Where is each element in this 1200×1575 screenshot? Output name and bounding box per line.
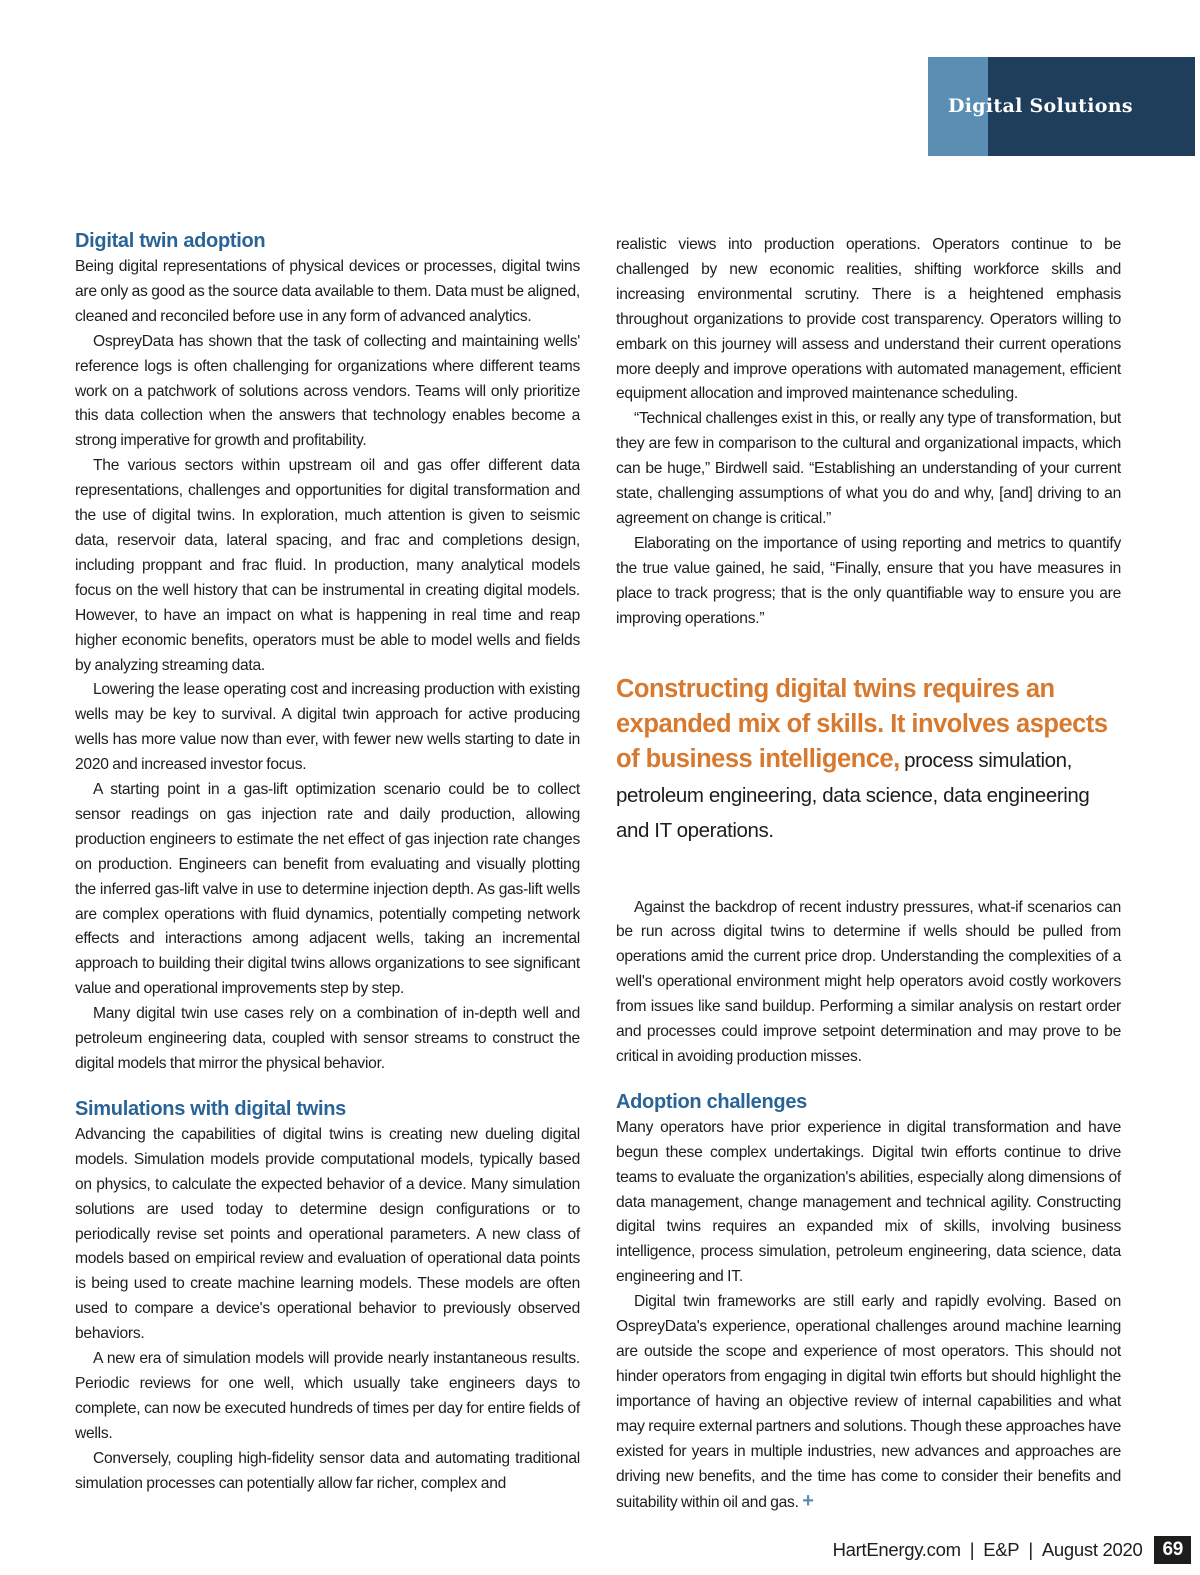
- left-column: [75, 227, 580, 1497]
- paragraph: A starting point in a gas-lift optimization scenario could be to collect sensor readings on gas injection rate and daily production, allowing production engineers to estimate the net effect of gas injection rate changes on production. Engineers can benefit from evaluating and visually plotting the inferred gas-lift valve in use to determine injection depth. As gas-lift wells are complex operations with fluid dynamics, potentially competing network effects and interactions among adjacent wells, taking an incremental approach to building their digital twins allows organizations to see significant value and operational improvements step by step.: [75, 781, 580, 998]
- right-column: [616, 233, 1121, 1516]
- paragraph: Against the backdrop of recent industry pressures, what-if scenarios can be run across digital twins to determine if wells should be pulled from operations amid the current price drop. Understanding the complexities of a well's operational environment might help operators avoid costly workovers from issues like sand buildup. Performing a similar analysis on restart order and processes could improve setpoint determination and may prove to be critical in avoiding production misses.: [616, 898, 1121, 1065]
- paragraph: OspreyData has shown that the task of collecting and maintaining wells' reference logs is often challenging for organizations where different teams work on a patchwork of solutions across vendors. Teams will only prioritize this data collection when the answers that technology enables become a strong imperative for growth and profitability.: [75, 332, 580, 450]
- section-title: Digital Solutions: [948, 95, 1133, 117]
- footer-site: HartEnergy.com: [832, 1539, 961, 1560]
- page-number: 69: [1154, 1536, 1191, 1564]
- paragraph: “Technical challenges exist in this, or really any type of transformation, but they are few in comparison to the cultural and organizational impacts, which can be huge,” Birdwell said. “Establishing an understanding of your current state, challenging assumptions of what you do and why, [and] driving to an agreement on change is critical.”: [616, 410, 1121, 527]
- paragraph: Lowering the lease operating cost and increasing production with existing wells may be key to survival. A digital twin approach for active producing wells has more value now than ever, with fewer new wells starting to date in 2020 and increased investor focus.: [75, 681, 580, 774]
- paragraph: Many operators have prior experience in digital transformation and have begun these complex undertakings. Digital twin efforts continue to drive teams to evaluate the organization's abilities, especially along dimensions of data management, change management and technical agility. Constructing digital twins requires an expanded mix of skills, involving business intelligence, process simulation, petroleum engineering, data science, data engineering and IT.: [616, 1118, 1121, 1286]
- paragraph: Conversely, coupling high-fidelity sensor data and automating traditional simulation processes can potentially allow far richer, complex and: [75, 1449, 580, 1492]
- end-of-article-plus-icon: +: [802, 1490, 814, 1513]
- paragraph: realistic views into production operations. Operators continue to be challenged by new economic realities, shifting workforce skills and increasing environmental scrutiny. There is a heightened emphasis throughout organizations to provide cost transparency. Operators willing to embark on this journey will assess and understand their current operations more deeply and improve operations with automated management, efficient equipment allocation and improved maintenance scheduling.: [616, 236, 1121, 403]
- paragraph: Being digital representations of physical devices or processes, digital twins are only as good as the source data available to them. Data must be aligned, cleaned and reconciled before use in any form of advanced analytics.: [75, 258, 580, 325]
- page-footer: [833, 1536, 1191, 1564]
- paragraph-text: Digital twin frameworks are still early and rapidly evolving. Based on OspreyData's experience, operational challenges around machine learning are outside the scope and experience of most operators. This should not hinder operators from engaging in digital twin efforts but should highlight the importance of having an objective review of internal capabilities and what may require external partners and solutions. Though these approaches have existed for years in multiple industries, new advances and approaches are driving new benefits, and the time has come to consider their benefits and suitability within oil and gas.: [616, 1293, 1121, 1512]
- footer-separator: |: [969, 1539, 975, 1560]
- paragraph: The various sectors within upstream oil and gas offer different data representations, challenges and opportunities for digital transformation and the use of digital twins. In exploration, much attention is given to seismic data, reservoir data, lateral spacing, and frac and completions design, including proppant and frac fluid. In production, many analytical models focus on the well history that can be instrumental in creating digital models. However, to have an impact on what is happening in real time and reap higher economic benefits, operators must be able to model wells and fields by analyzing streaming data.: [75, 457, 580, 674]
- footer-issue: August 2020: [1041, 1539, 1143, 1560]
- paragraph: Elaborating on the importance of using reporting and metrics to quantify the true value gained, he said, “Finally, ensure that you have measures in place to track progress; that is the only quantifiable way to ensure you are improving operations.”: [616, 534, 1121, 627]
- pull-quote-rest: process simulation, petroleum engineering, data science, data engineering and IT operations.: [616, 748, 1090, 842]
- pull-quote-accent: Constructing digital twins requires an expanded mix of skills. It involves aspects of business intelligence,: [616, 674, 1108, 773]
- heading-adoption-challenges: Adoption challenges: [616, 1090, 807, 1113]
- paragraph: Many digital twin use cases rely on a combination of in-depth well and petroleum engineering data, coupled with sensor streams to construct the digital models that mirror the physical behavior.: [75, 1005, 580, 1072]
- footer-separator: |: [1028, 1539, 1033, 1560]
- footer-magazine: E&P: [983, 1539, 1020, 1560]
- pull-quote: [616, 672, 1121, 848]
- paragraph: Advancing the capabilities of digital twins is creating new dueling digital models. Simulation models provide computational models, typically based on physics, to calculate the expected behavior of a device. Many simulation solutions are used today to determine design configurations or to periodically revise set points and operational parameters. A new class of models based on empirical review and evaluation of operational data points is being used to create machine learning models. These models are often used to compare a device's operational behavior to previously observed behaviors.: [75, 1125, 580, 1343]
- section-tab: [928, 57, 1195, 156]
- heading-simulations-with-digital-twins: Simulations with digital twins: [75, 1097, 347, 1120]
- heading-digital-twin-adoption: Digital twin adoption: [75, 230, 266, 252]
- paragraph: A new era of simulation models will provide nearly instantaneous results. Periodic reviews for one well, which usually take engineers days to complete, can now be executed hundreds of times per day for entire fields of wells.: [75, 1350, 580, 1442]
- paragraph-last: [616, 1290, 1121, 1516]
